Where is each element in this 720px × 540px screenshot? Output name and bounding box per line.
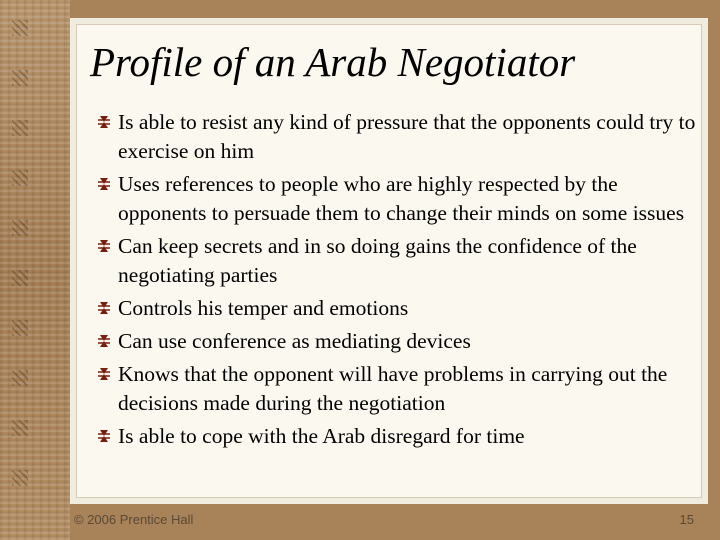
decorative-pattern-icon	[12, 420, 28, 436]
scroll-bullet-icon	[97, 239, 111, 253]
bullet-text: Is able to cope with the Arab disregard for time	[118, 424, 525, 448]
bullet-item	[97, 232, 697, 290]
bullet-item	[97, 327, 697, 356]
bullet-item	[97, 170, 697, 228]
decorative-pattern-icon	[12, 220, 28, 236]
scroll-bullet-icon	[97, 367, 111, 381]
bullet-text: Uses references to people who are highly respected by the opponents to persuade them to change their minds on some issues	[118, 172, 685, 225]
slide-title: Profile of an Arab Negotiator	[90, 39, 576, 85]
decorative-pattern-icon	[12, 270, 28, 286]
decorative-pattern-icon	[12, 20, 28, 36]
decorative-pattern-icon	[12, 170, 28, 186]
decorative-pattern-icon	[12, 70, 28, 86]
decorative-pattern-icon	[12, 470, 28, 486]
decorative-pattern-icon	[12, 320, 28, 336]
bullet-list	[97, 108, 697, 455]
bullet-text: Can keep secrets and in so doing gains the confidence of the negotiating parties	[118, 234, 637, 287]
copyright-footer: © 2006 Prentice Hall	[74, 512, 194, 527]
bullet-item	[97, 108, 697, 166]
bullet-text: Knows that the opponent will have problems in carrying out the decisions made during the negotiation	[118, 362, 668, 415]
scroll-bullet-icon	[97, 177, 111, 191]
decorative-pattern-icon	[12, 370, 28, 386]
decorative-pattern-icon	[12, 120, 28, 136]
bullet-text: Controls his temper and emotions	[118, 296, 409, 320]
bullet-text: Can use conference as mediating devices	[118, 329, 471, 353]
scroll-bullet-icon	[97, 115, 111, 129]
scroll-bullet-icon	[97, 429, 111, 443]
bullet-item	[97, 360, 697, 418]
scroll-bullet-icon	[97, 334, 111, 348]
bullet-item	[97, 422, 697, 451]
parchment-side-strip	[0, 0, 70, 540]
page-number: 15	[679, 512, 694, 527]
bullet-item	[97, 294, 697, 323]
scroll-bullet-icon	[97, 301, 111, 315]
bullet-text: Is able to resist any kind of pressure that the opponents could try to exercise on him	[118, 110, 696, 163]
